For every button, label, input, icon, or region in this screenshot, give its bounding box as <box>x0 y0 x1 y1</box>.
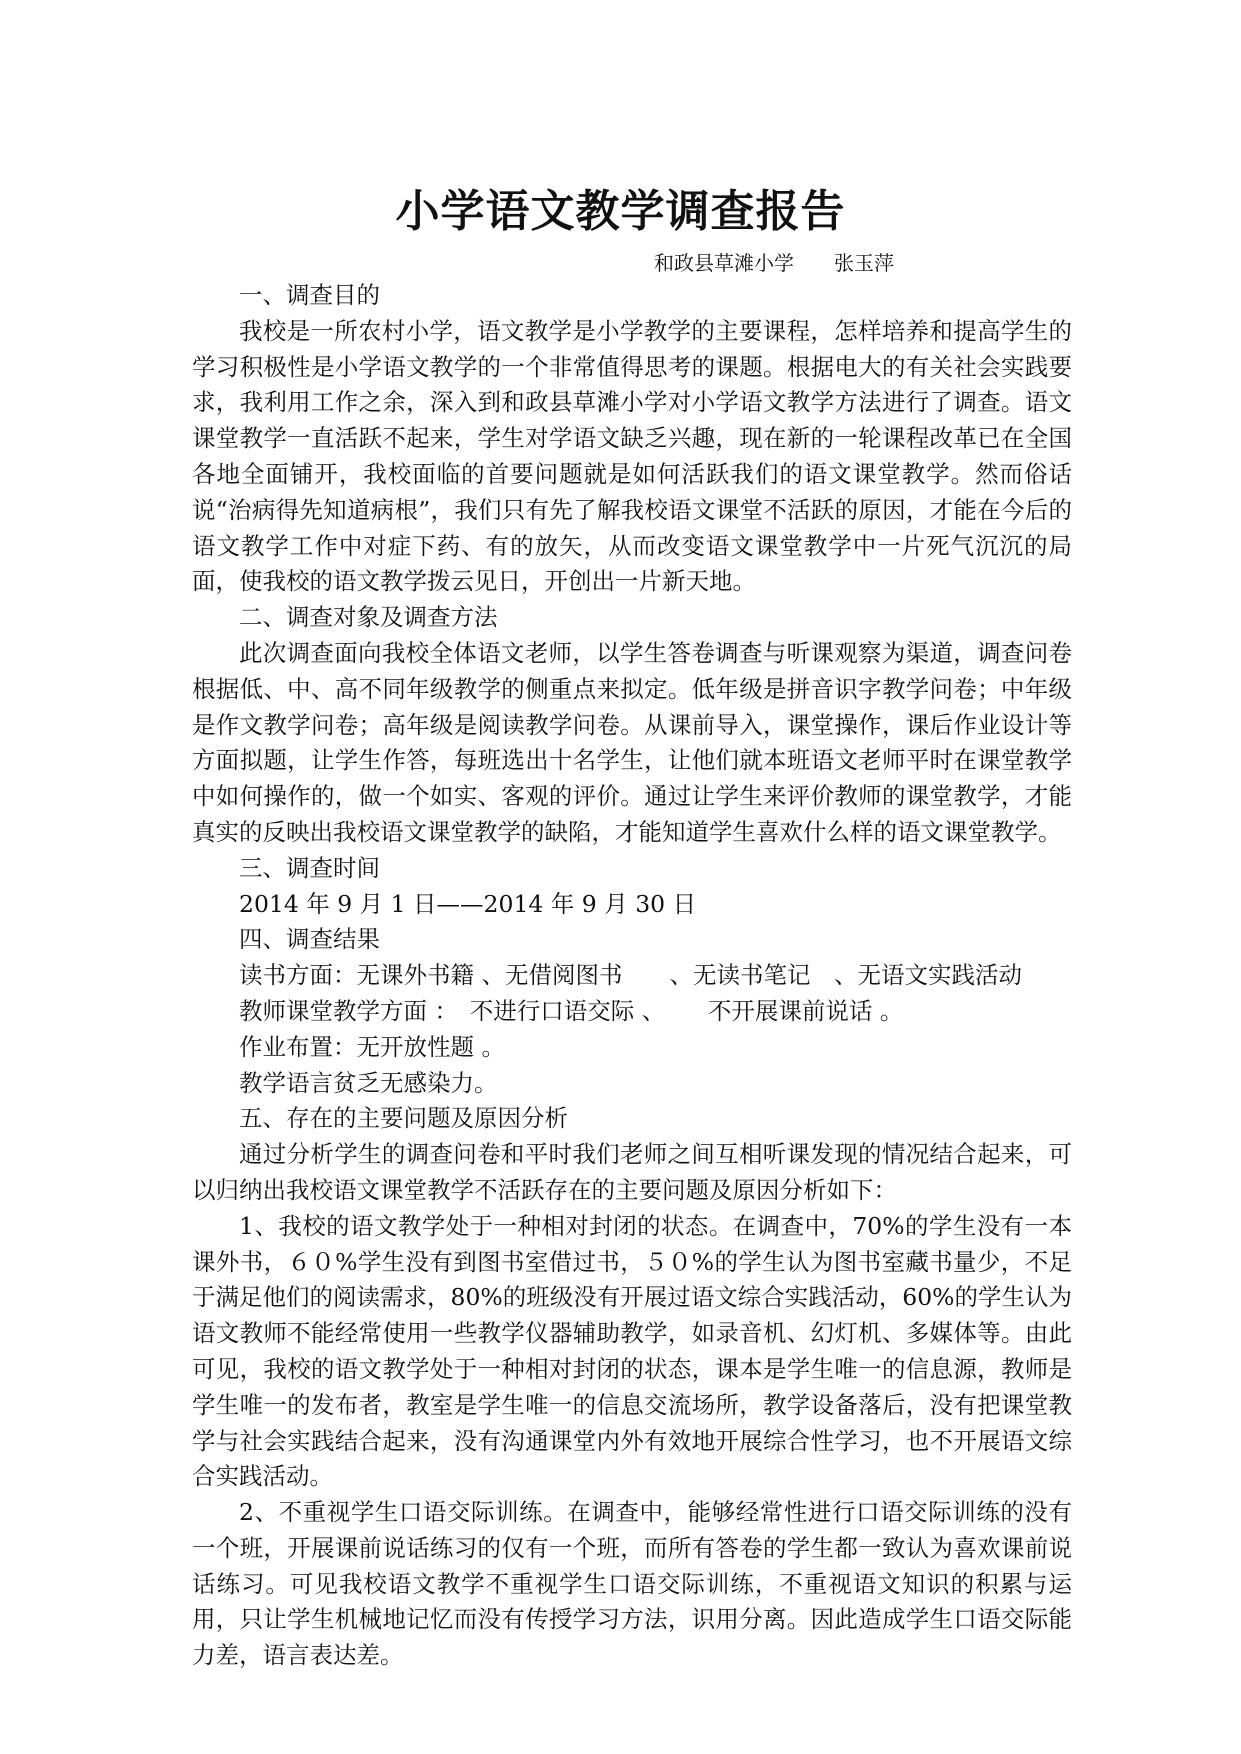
body-paragraph: 我校是一所农村小学，语文教学是小学教学的主要课程，怎样培养和提高学生的学习积极性是小学语文教学的一个非常值得思考的课题。根据电大的有关社会实践要求，我利用工作之余，深入到和政县草滩小学对小学语文教学方法进行了调查。语文课堂教学一直活跃不起来，学生对学语文缺乏兴趣，现在新的一轮课程改革已在全国各地全面铺开，我校面临的首要问题就是如何活跃我们的语文课堂教学。然而俗话说“治病得先知道病根”，我们只有先了解我校语文课堂不活跃的原因，才能在今后的语文教学工作中对症下药、有的放矢，从而改变语文课堂教学中一片死气沉沉的局面，使我校的语文教学拨云见日，开创出一片新天地。 <box>192 316 1072 596</box>
result-line: 教学语言贫乏无感染力。 <box>239 1068 498 1097</box>
body-paragraph: 2、不重视学生口语交际训练。在调查中，能够经常性进行口语交际训练的没有一个班，开展课前说话练习的仅有一个班，而所有答卷的学生都一致认为喜欢课前说话练习。可见我校语文教学不重视学生口语交际训练，不重视语文知识的积累与运用，只让学生机械地记忆而没有传授学习方法，识用分离。因此造成学生口语交际能力差，语言表达差。 <box>192 1498 1072 1670</box>
section-heading: 三、调查时间 <box>239 853 380 882</box>
body-paragraph: 通过分析学生的调查问卷和平时我们老师之间互相听课发现的情况结合起来，可以归纳出我校语文课堂教学不活跃存在的主要问题及原因分析如下： <box>192 1140 1072 1204</box>
survey-date-range: 2014 年 9 月 1 日——2014 年 9 月 30 日 <box>239 889 697 918</box>
body-paragraph: 此次调查面向我校全体语文老师，以学生答卷调查与听课观察为渠道，调查问卷根据低、中、高不同年级教学的侧重点来拟定。低年级是拼音识字教学问卷；中年级是作文教学问卷；高年级是阅读教学问卷。从课前导入，课堂操作，课后作业设计等方面拟题，让学生作答，每班选出十名学生，让他们就本班语文老师平时在课堂教学中如何操作的，做一个如实、客观的评价。通过让学生来评价教师的课堂教学，才能真实的反映出我校语文课堂教学的缺陷，才能知道学生喜欢什么样的语文课堂教学。 <box>192 638 1072 846</box>
document-body <box>192 278 1072 1674</box>
result-line: 教师课堂教学方面 ： 不进行口语交际 、 不开展课前说话 。 <box>239 996 904 1025</box>
section-heading: 二、调查对象及调查方法 <box>239 603 498 632</box>
author-line: 和政县草滩小学 张玉萍 <box>654 251 894 275</box>
document-title: 小学语文教学调查报告 <box>395 186 846 237</box>
section-heading: 四、调查结果 <box>239 925 380 954</box>
section-heading: 五、存在的主要问题及原因分析 <box>239 1104 568 1133</box>
section-heading: 一、调查目的 <box>239 281 380 309</box>
result-line: 作业布置：无开放性题 。 <box>239 1032 505 1061</box>
body-paragraph: 1、我校的语文教学处于一种相对封闭的状态。在调查中，70%的学生没有一本课外书，６０%学生没有到图书室借过书，５０%的学生认为图书室藏书量少，不足于满足他们的阅读需求，80%的班级没有开展过语文综合实践活动，60%的学生认为语文教师不能经常使用一些教学仪器辅助教学，如录音机、幻灯机、多媒体等。由此可见，我校的语文教学处于一种相对封闭的状态，课本是学生唯一的信息源，教师是学生唯一的发布者，教室是学生唯一的信息交流场所，教学设备落后，没有把课堂教学与社会实践结合起来，没有沟通课堂内外有效地开展综合性学习，也不开展语文综合实践活动。 <box>192 1211 1072 1491</box>
result-line: 读书方面：无课外书籍 、无借阅图书 、无读书笔记 、无语文实践活动 <box>239 961 1022 990</box>
